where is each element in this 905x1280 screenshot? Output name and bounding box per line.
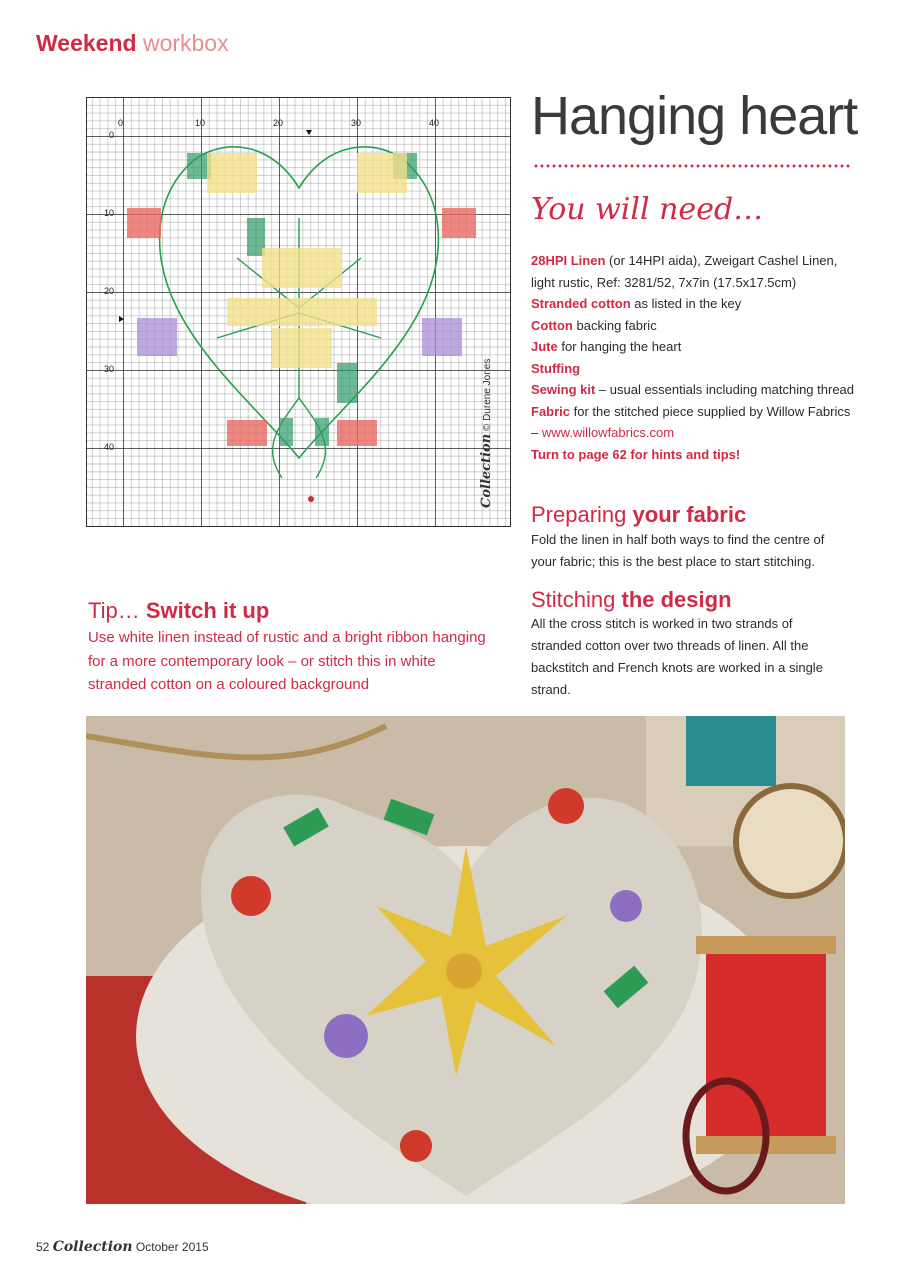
chart-credit (479, 359, 494, 508)
x-tick-40: 40 (429, 118, 440, 128)
y-tick-40: 40 (104, 442, 115, 452)
issue-date: October 2015 (135, 1240, 209, 1254)
centre-marker (308, 496, 314, 502)
page-footer (36, 1239, 209, 1255)
yellow-petals (207, 153, 407, 368)
preparing-text: Fold the linen in half both ways to find the centre of your fabric; this is the best place to start stitching. (531, 532, 825, 569)
materials-list (531, 250, 861, 465)
section-tag-workbox: workbox (142, 30, 229, 56)
material-item: Jute for hanging the heart (531, 339, 682, 354)
x-tick-30: 30 (351, 118, 362, 128)
x-tick-0: 0 (118, 118, 124, 128)
credit-text: © Durene Jones (482, 358, 493, 432)
credit-brand: Collection (479, 433, 494, 508)
footer-brand: Collection (52, 1239, 133, 1255)
x-tick-20: 20 (273, 118, 284, 128)
heart-photo (86, 716, 845, 1204)
material-item: Cotton backing fabric (531, 317, 657, 333)
you-will-need-heading: You will need… (531, 192, 764, 227)
material-item: Stuffing (531, 360, 581, 376)
preparing-heading: Preparing your fabric (531, 502, 747, 527)
stitching-text: All the cross stitch is worked in two strands of stranded cotton over two threads of linen. All the backstitch and French knots are worked in a single strand. (531, 616, 823, 697)
material-item: 28HPI Linen (or 14HPI aida), Zweigart Cashel Linen, light rustic, Ref: 3281/52, 7x7in (17.5x17.5cm) (531, 253, 838, 290)
dotted-divider (533, 163, 851, 169)
material-item: Fabric for the stitched piece supplied by Willow Fabrics – www.willowfabrics.com (531, 403, 851, 440)
tip-text: Use white linen instead of rustic and a bright ribbon hanging for a more contemporary look – or stitch this in white stranded cotton on a coloured background (88, 629, 486, 693)
y-tick-10: 10 (104, 208, 115, 218)
chart-artwork (87, 98, 512, 528)
section-tag-weekend: Weekend (36, 30, 137, 56)
page-title: Hanging heart (531, 86, 858, 146)
x-tick-10: 10 (195, 118, 206, 128)
y-tick-30: 30 (104, 364, 115, 374)
turn-to-page: Turn to page 62 for hints and tips! (531, 446, 741, 462)
section-tag (36, 30, 229, 57)
photo-artwork (86, 716, 845, 1204)
y-tick-0: 0 (109, 130, 115, 140)
material-item: Stranded cotton as listed in the key (531, 296, 742, 311)
top-arrow (306, 130, 312, 135)
y-tick-20: 20 (104, 286, 115, 296)
page-number: 52 (36, 1240, 50, 1254)
willow-fabrics-link[interactable]: www.willowfabrics.com (541, 425, 675, 440)
cross-stitch-chart (86, 97, 511, 527)
left-arrow (119, 316, 124, 322)
stitching-heading: Stitching the design (531, 587, 732, 612)
material-item: Sewing kit – usual essentials including matching thread (531, 382, 855, 397)
tip-heading: Tip… Switch it up (88, 598, 270, 623)
